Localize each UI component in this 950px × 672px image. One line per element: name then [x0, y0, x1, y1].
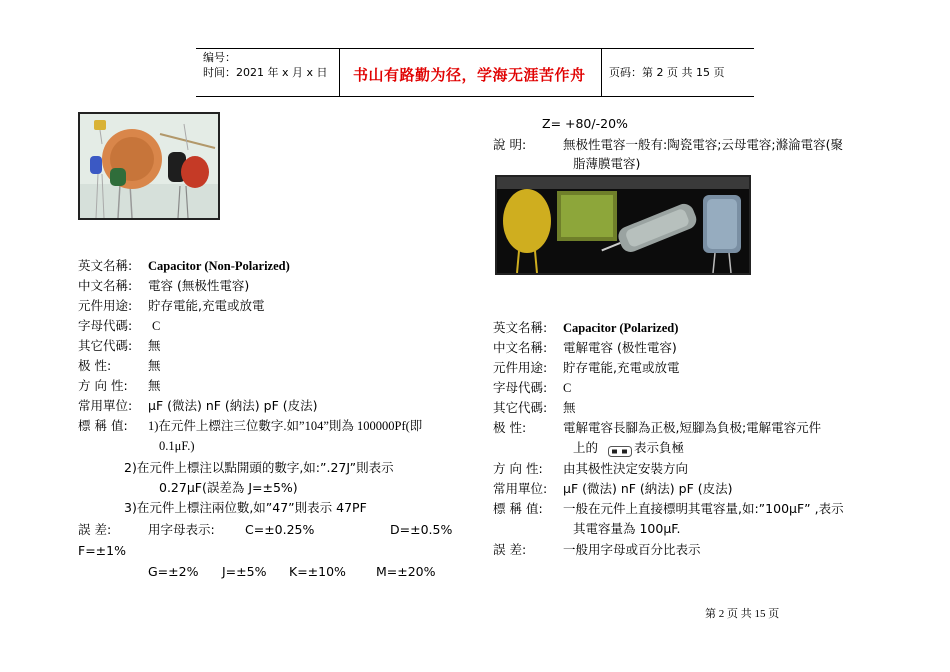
- header-bottom-rule: [196, 96, 754, 97]
- negative-marker-icon: [608, 442, 632, 453]
- left-tol-j: J=±5%: [222, 564, 267, 579]
- right-polarity-b2: 表示負極: [634, 440, 685, 455]
- left-mark-label: 標 稱 值:: [78, 418, 128, 433]
- left-use-label: 元件用途:: [78, 298, 133, 313]
- non-polarized-capacitor-photo: [78, 112, 220, 220]
- left-tol-g: G=±2%: [148, 564, 199, 579]
- right-mark-b: 其電容量為 100μF.: [573, 521, 681, 536]
- left-code-value: C: [152, 319, 161, 333]
- left-polarity-value: 無: [148, 358, 161, 373]
- header-divider-1: [339, 48, 340, 96]
- left-mark-2b: 0.27μF(誤差為 J=±5%): [159, 480, 298, 495]
- left-cn-value: 電容 (無极性電容): [148, 278, 250, 293]
- right-note-a: 無极性電容一般有:陶瓷電容;云母電容;滌淪電容(聚: [563, 137, 844, 152]
- footer-page-number: 第 2 页 共 15 页: [705, 608, 780, 620]
- left-code-label: 字母代碼:: [78, 318, 133, 333]
- left-unit-value: μF (微法) nF (納法) pF (皮法): [148, 398, 318, 413]
- left-other-label: 其它代碼:: [78, 338, 133, 353]
- right-other-value: 無: [563, 400, 576, 415]
- left-mark-2a: 2)在元件上標注以點開頭的數字,如:”.27J”則表示: [124, 460, 394, 475]
- right-note-b: 脂薄膜電容): [573, 156, 641, 171]
- left-en-label: 英文名稱:: [78, 258, 133, 273]
- right-code-label: 字母代碼:: [493, 380, 548, 395]
- left-use-value: 貯存電能,充電或放電: [148, 298, 265, 313]
- right-polarity-b1: 上的: [573, 440, 599, 455]
- right-cn-value: 電解電容 (极性電容): [563, 340, 677, 355]
- left-other-value: 無: [148, 338, 161, 353]
- right-en-value: Capacitor (Polarized): [563, 321, 679, 335]
- polarized-capacitor-photo: [495, 175, 751, 275]
- right-polarity-label: 极 性:: [493, 420, 527, 435]
- right-z-line: Z= +80/-20%: [542, 116, 628, 131]
- left-mark-3: 3)在元件上標注兩位數,如”47”則表示 47PF: [124, 500, 367, 515]
- right-tol-label: 誤 差:: [493, 542, 527, 557]
- right-note-label: 說 明:: [493, 137, 527, 152]
- left-tol-label: 誤 差:: [78, 522, 112, 537]
- right-tol-value: 一般用字母或百分比表示: [563, 542, 701, 557]
- right-cn-label: 中文名稱:: [493, 340, 548, 355]
- left-tol-d: D=±0.5%: [390, 522, 453, 537]
- left-cn-label: 中文名稱:: [78, 278, 133, 293]
- right-code-value: C: [563, 381, 572, 395]
- right-direction-value: 由其极性決定安裝方向: [563, 461, 689, 476]
- right-mark-a: 一般在元件上直接標明其電容量,如:”100μF” ,表示: [563, 501, 844, 516]
- left-direction-label: 方 向 性:: [78, 378, 128, 393]
- left-tol-m: M=±20%: [376, 564, 436, 579]
- right-en-label: 英文名稱:: [493, 320, 548, 335]
- header-time-label: 时间：2021 年 x 月 x 日: [203, 66, 328, 79]
- right-polarity-a: 電解電容長腳為正极,短腳為負极;電解電容元件: [563, 420, 822, 435]
- header-top-rule: [196, 48, 754, 49]
- header-page-label: 页码：第 2 页 共 15 页: [609, 66, 725, 79]
- header-motto: 书山有路勤为径，学海无涯苦作舟: [353, 66, 586, 84]
- electrolytic-photo-illustration: [497, 177, 749, 273]
- capacitor-photo-illustration: [80, 114, 218, 218]
- header-number-label: 编号：: [203, 51, 236, 64]
- left-en-value: Capacitor (Non-Polarized): [148, 259, 290, 273]
- right-other-label: 其它代碼:: [493, 400, 548, 415]
- right-use-value: 貯存電能,充電或放電: [563, 360, 680, 375]
- right-direction-label: 方 向 性:: [493, 461, 543, 476]
- left-tol-f: F=±1%: [78, 543, 126, 558]
- left-tol-k: K=±10%: [289, 564, 346, 579]
- left-mark-1b: 0.1μF.): [159, 439, 195, 453]
- right-use-label: 元件用途:: [493, 360, 548, 375]
- left-direction-value: 無: [148, 378, 161, 393]
- left-polarity-label: 极 性:: [78, 358, 112, 373]
- right-unit-value: μF (微法) nF (納法) pF (皮法): [563, 481, 733, 496]
- left-tol-c: C=±0.25%: [245, 522, 315, 537]
- left-mark-1a: 1)在元件上標注三位數字.如”104”則為 100000Pf(即: [148, 419, 423, 433]
- right-mark-label: 標 稱 值:: [493, 501, 543, 516]
- right-unit-label: 常用單位:: [493, 481, 548, 496]
- left-unit-label: 常用單位:: [78, 398, 133, 413]
- left-tol-intro: 用字母表示:: [148, 522, 215, 537]
- header-divider-2: [601, 48, 602, 96]
